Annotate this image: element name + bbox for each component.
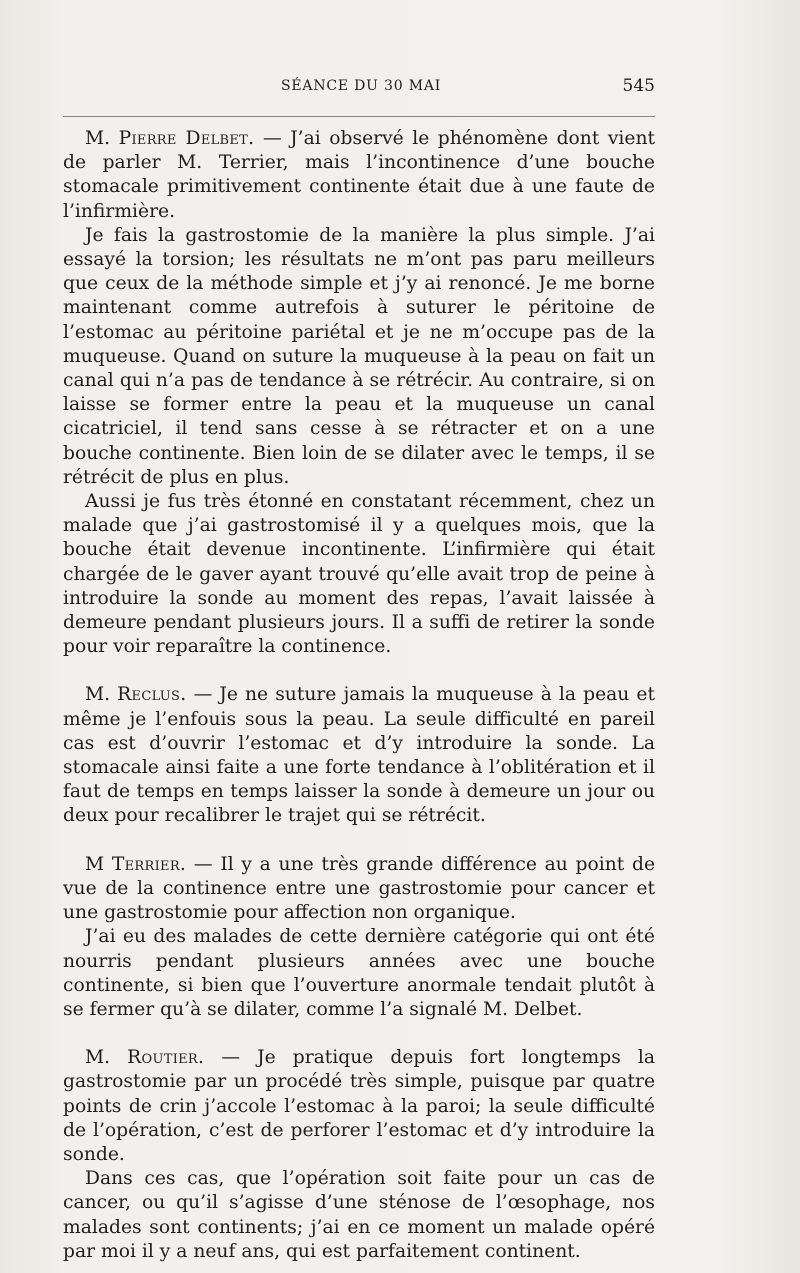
speaker-prefix: M.: [85, 1047, 128, 1069]
speaker-name: Terrier.: [111, 853, 187, 875]
speaker-name: Reclus.: [117, 684, 187, 706]
paragraph: [63, 853, 655, 926]
paragraph: [63, 683, 655, 828]
speech-delbet: [63, 127, 655, 659]
speaker-prefix: M.: [85, 128, 119, 149]
speaker-name: Pierre Delbet.: [118, 128, 255, 149]
paragraph: Aussi je fus très étonné en constatant récemment, chez un malade que j’ai gastrostomisé il y a quelques mois, que la bouche était devenue incontinente. L’infirmière qui était chargée de le gaver ayant trouvé qu’elle avait trop de peine à introduire la sonde au moment des repas, l’avait laissée à demeure pendant plusieurs jours. Il a suffi de retirer la sonde pour voir reparaître la continence.: [63, 491, 655, 658]
paragraph: J’ai eu des malades de cette dernière catégorie qui ont été nourris pendant plusieurs années avec une bouche continente, si bien que l’ouverture anormale tendait plutôt à se fermer qu’à se dilater, comme l’a signalé M. Delbet.: [63, 926, 655, 1020]
header-rule: [63, 116, 655, 117]
paragraph-text: — Je pratique depuis fort longtemps la gastrostomie par un procédé très simple, puisque par quatre points de crin j’accole l’estomac à la paroi; la seule difficulté de l’opération, c’est de perforer l’estomac et d’y introduire la sonde.: [63, 1047, 655, 1165]
speech-terrier: [63, 853, 655, 1022]
document-body: [63, 127, 655, 1264]
paragraph: [63, 1046, 655, 1167]
page-number: 545: [622, 76, 655, 96]
paragraph: Je fais la gastrostomie de la manière la plus simple. J’ai essayé la torsion; les résultats ne m’ont pas paru meilleurs que ceux de la méthode simple et j’y ai renoncé. Je me borne maintenant comme autrefois à suturer le péritoine de l’estomac au péritoine pariétal et je ne m’occupe pas de la muqueuse. Quand on suture la muqueuse à la peau on fait un canal qui n’a pas de tendance à se rétrécir. Au contraire, si on laisse se former entre la peau et la muqueuse un canal cicatriciel, il tend sans cesse à se rétracter et on a une bouche continente. Bien loin de se dilater avec le temps, il se rétrécit de plus en plus.: [63, 224, 655, 488]
speech-routier: [63, 1046, 655, 1264]
running-title: SÉANCE DU 30 MAI: [281, 78, 442, 94]
speaker-prefix: M.: [85, 684, 118, 706]
speaker-prefix: M: [85, 853, 112, 875]
paragraph-text: — Il y a une très grande différence au point de vue de la continence entre une gastrostomie pour cancer et une gastrostomie pour affection non organique.: [63, 853, 656, 924]
speaker-name: Routier.: [127, 1047, 205, 1069]
running-header: [63, 74, 655, 104]
speech-reclus: [63, 683, 655, 828]
paragraph: [63, 127, 655, 224]
paragraph-text: — Je ne suture jamais la muqueuse à la peau et même je l’enfouis sous la peau. La seule difficulté en pareil cas est d’ouvrir l’estomac et d’y introduire la sonde. La stomacale ainsi faite a une forte tendance à l’oblitération et il faut de temps en temps laisser la sonde à demeure un jour ou deux pour recalibrer le trajet qui se rétrécit.: [63, 684, 655, 827]
paragraph-text: — J’ai observé le phénomène dont vient de parler M. Terrier, mais l’incontinence d’une bouche stomacale primitivement continente était due à une faute de l’infirmière.: [63, 128, 656, 222]
paragraph: Dans ces cas, que l’opération soit faite pour un cas de cancer, ou qu’il s’agisse d’une sténose de l’œsophage, nos malades sont continents; j’ai en ce moment un malade opéré par moi il y a neuf ans, qui est parfaitement continent.: [63, 1168, 655, 1262]
